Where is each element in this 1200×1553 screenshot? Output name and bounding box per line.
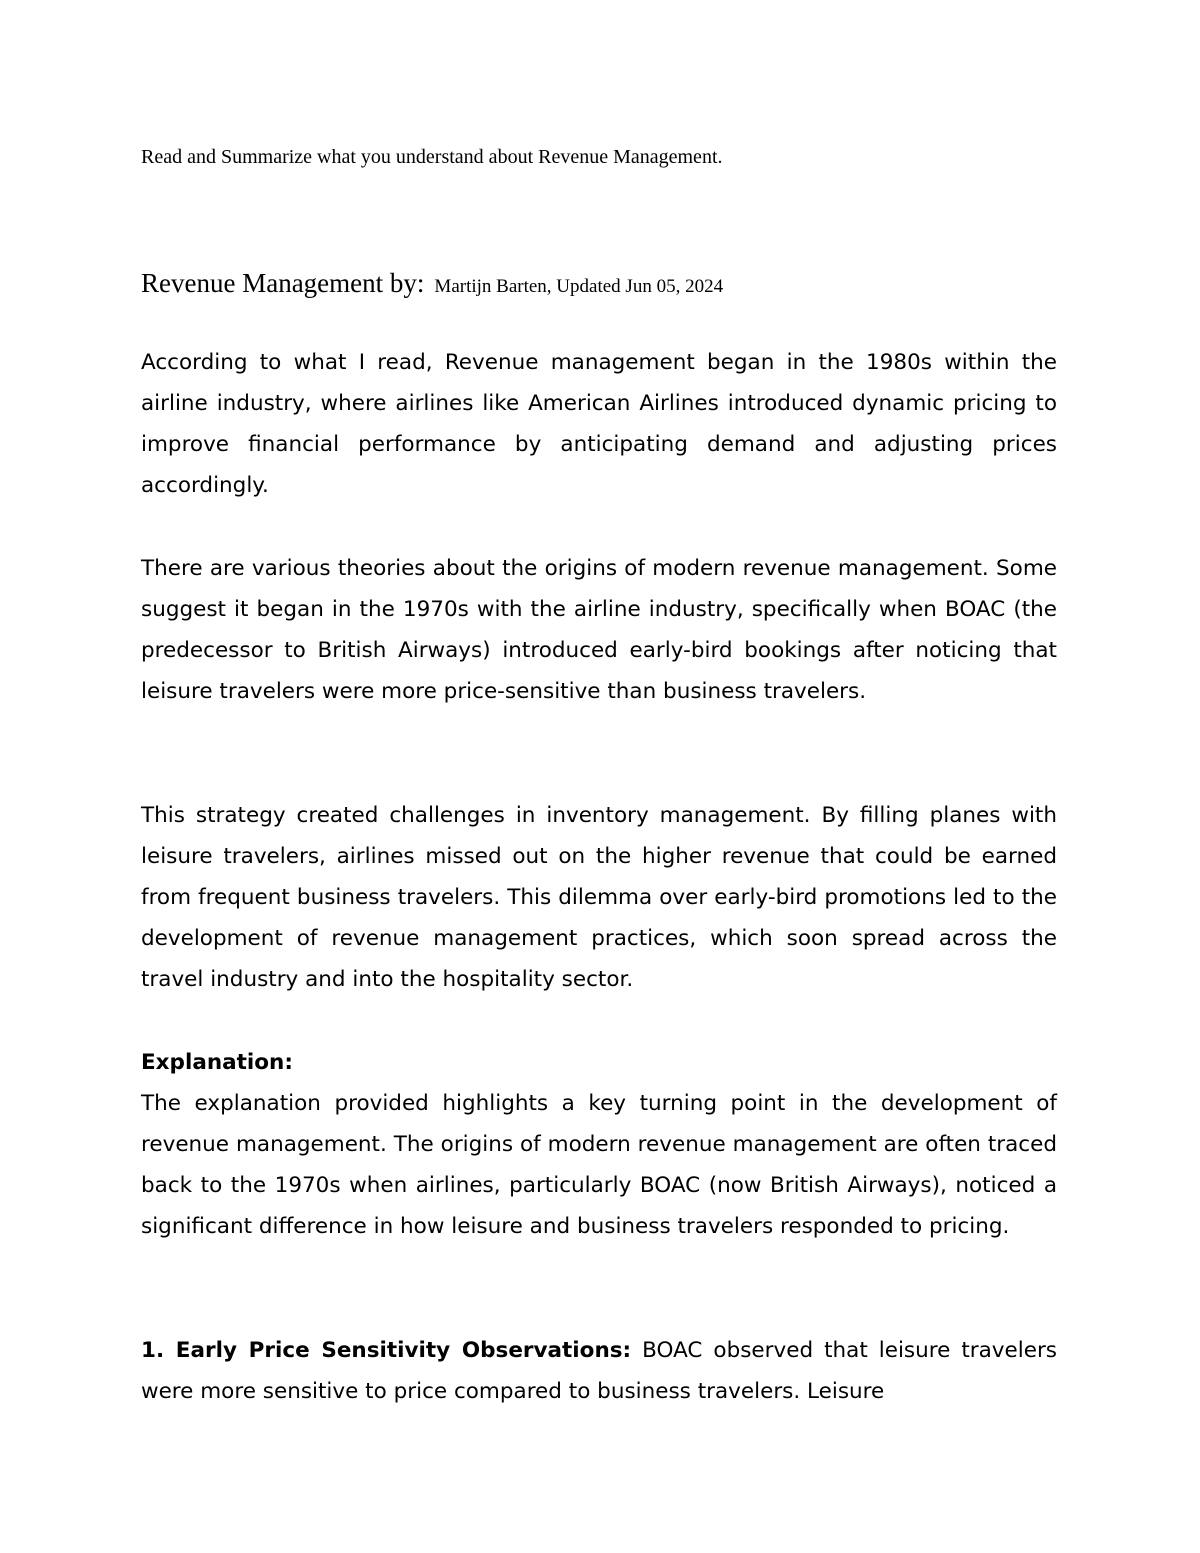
heading-byline: Martijn Barten, Updated Jun 05, 2024	[434, 276, 724, 297]
instruction-text: Read and Summarize what you understand about Revenue Management.	[141, 146, 723, 168]
article-heading	[141, 268, 1061, 299]
heading-title: Revenue Management by:	[141, 268, 425, 298]
list-item-1-label: 1. Early Price Sensitivity Observations:	[141, 1338, 632, 1363]
list-item-1-text: BOAC observed that leisure travelers were more sensitive to price compared to business travelers. Leisure	[141, 1338, 1058, 1404]
paragraph-3: This strategy created challenges in inventory management. By filling planes with leisure travelers, airlines missed out on the higher revenue that could be earned from frequent business travelers. This dilemma over early-bird promotions led to the development of revenue management practices, which soon spread across the travel industry and into the hospitality sector.	[141, 803, 1057, 992]
list-item-1	[141, 1330, 1057, 1412]
paragraph-1: According to what I read, Revenue management began in the 1980s within the airline industry, where airlines like American Airlines introduced dynamic pricing to improve financial performance by anticipating demand and adjusting prices accordingly.	[141, 350, 1057, 498]
explanation-label: Explanation:	[141, 1050, 293, 1075]
explanation-paragraph: The explanation provided highlights a key turning point in the development of revenue management. The origins of modern revenue management are often traced back to the 1970s when airlines, particularly BOAC (now British Airways), noticed a significant difference in how leisure and business travelers responded to pricing.	[141, 1091, 1057, 1239]
paragraph-2: There are various theories about the origins of modern revenue management. Some suggest it began in the 1970s with the airline industry, specifically when BOAC (the predecessor to British Airways) introduced early-bird bookings after noticing that leisure travelers were more price-sensitive than business travelers.	[141, 556, 1057, 704]
